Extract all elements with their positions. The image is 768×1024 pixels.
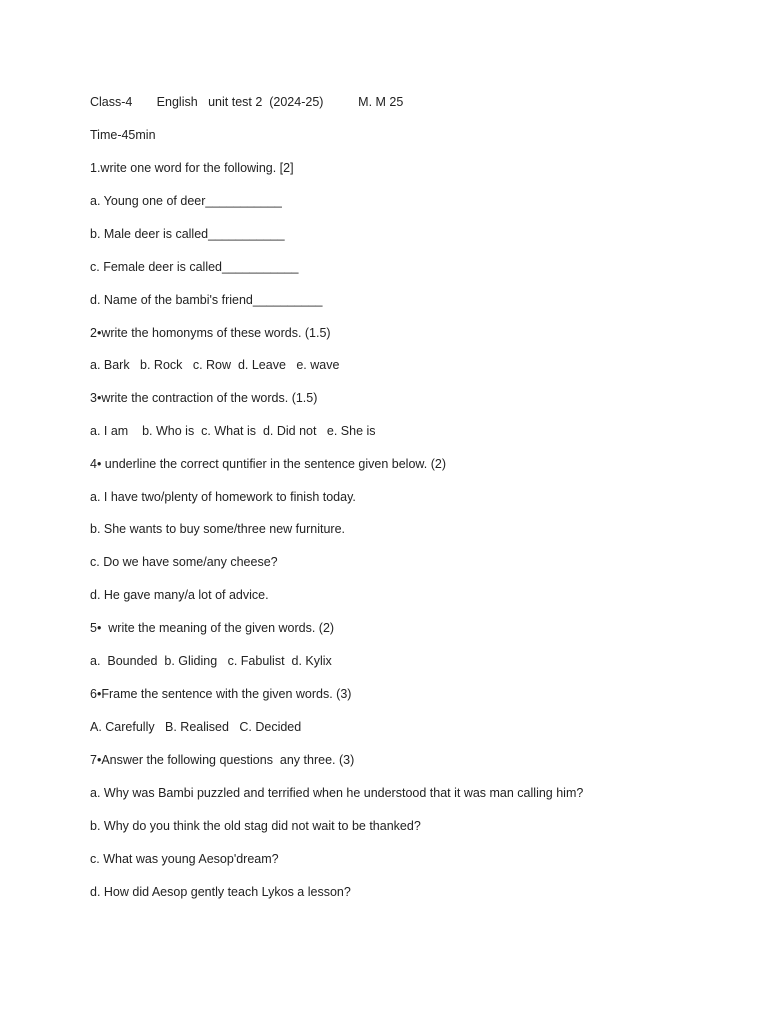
question-1-heading: 1.write one word for the following. [2] [90, 161, 294, 175]
question-1-item-a: a. Young one of deer___________ [90, 194, 282, 208]
question-7-item-c: c. What was young Aesop'dream? [90, 852, 279, 866]
question-4-item-d: d. He gave many/a lot of advice. [90, 588, 269, 602]
question-7-item-b: b. Why do you think the old stag did not wait to be thanked? [90, 819, 421, 833]
question-5-item-a: a. Bounded b. Gliding c. Fabulist d. Kylix [90, 654, 332, 668]
question-3-item-a: a. I am b. Who is c. What is d. Did not e. She is [90, 424, 376, 438]
question-4-heading: 4• underline the correct quntifier in the sentence given below. (2) [90, 457, 446, 471]
question-1-item-d: d. Name of the bambi's friend__________ [90, 293, 323, 307]
header-time: Time-45min [90, 128, 156, 142]
question-6-heading: 6•Frame the sentence with the given words. (3) [90, 687, 352, 701]
question-5-heading: 5• write the meaning of the given words. (2) [90, 621, 335, 635]
question-3-heading: 3•write the contraction of the words. (1.5) [90, 391, 318, 405]
question-1-item-c: c. Female deer is called___________ [90, 260, 299, 274]
question-1-item-b: b. Male deer is called___________ [90, 227, 285, 241]
header-title-line: Class-4 English unit test 2 (2024-25) M. M 25 [90, 95, 404, 109]
question-7-item-d: d. How did Aesop gently teach Lykos a lesson? [90, 885, 351, 899]
question-2-item-a: a. Bark b. Rock c. Row d. Leave e. wave [90, 358, 340, 372]
question-4-item-a: a. I have two/plenty of homework to finish today. [90, 490, 356, 504]
question-4-item-c: c. Do we have some/any cheese? [90, 555, 278, 569]
question-4-item-b: b. She wants to buy some/three new furniture. [90, 522, 345, 536]
question-7-item-a: a. Why was Bambi puzzled and terrified when he understood that it was man calling him? [90, 786, 584, 800]
question-2-heading: 2•write the homonyms of these words. (1.5) [90, 326, 331, 340]
question-6-item-a: A. Carefully B. Realised C. Decided [90, 720, 302, 734]
question-7-heading: 7•Answer the following questions any three. (3) [90, 753, 355, 767]
